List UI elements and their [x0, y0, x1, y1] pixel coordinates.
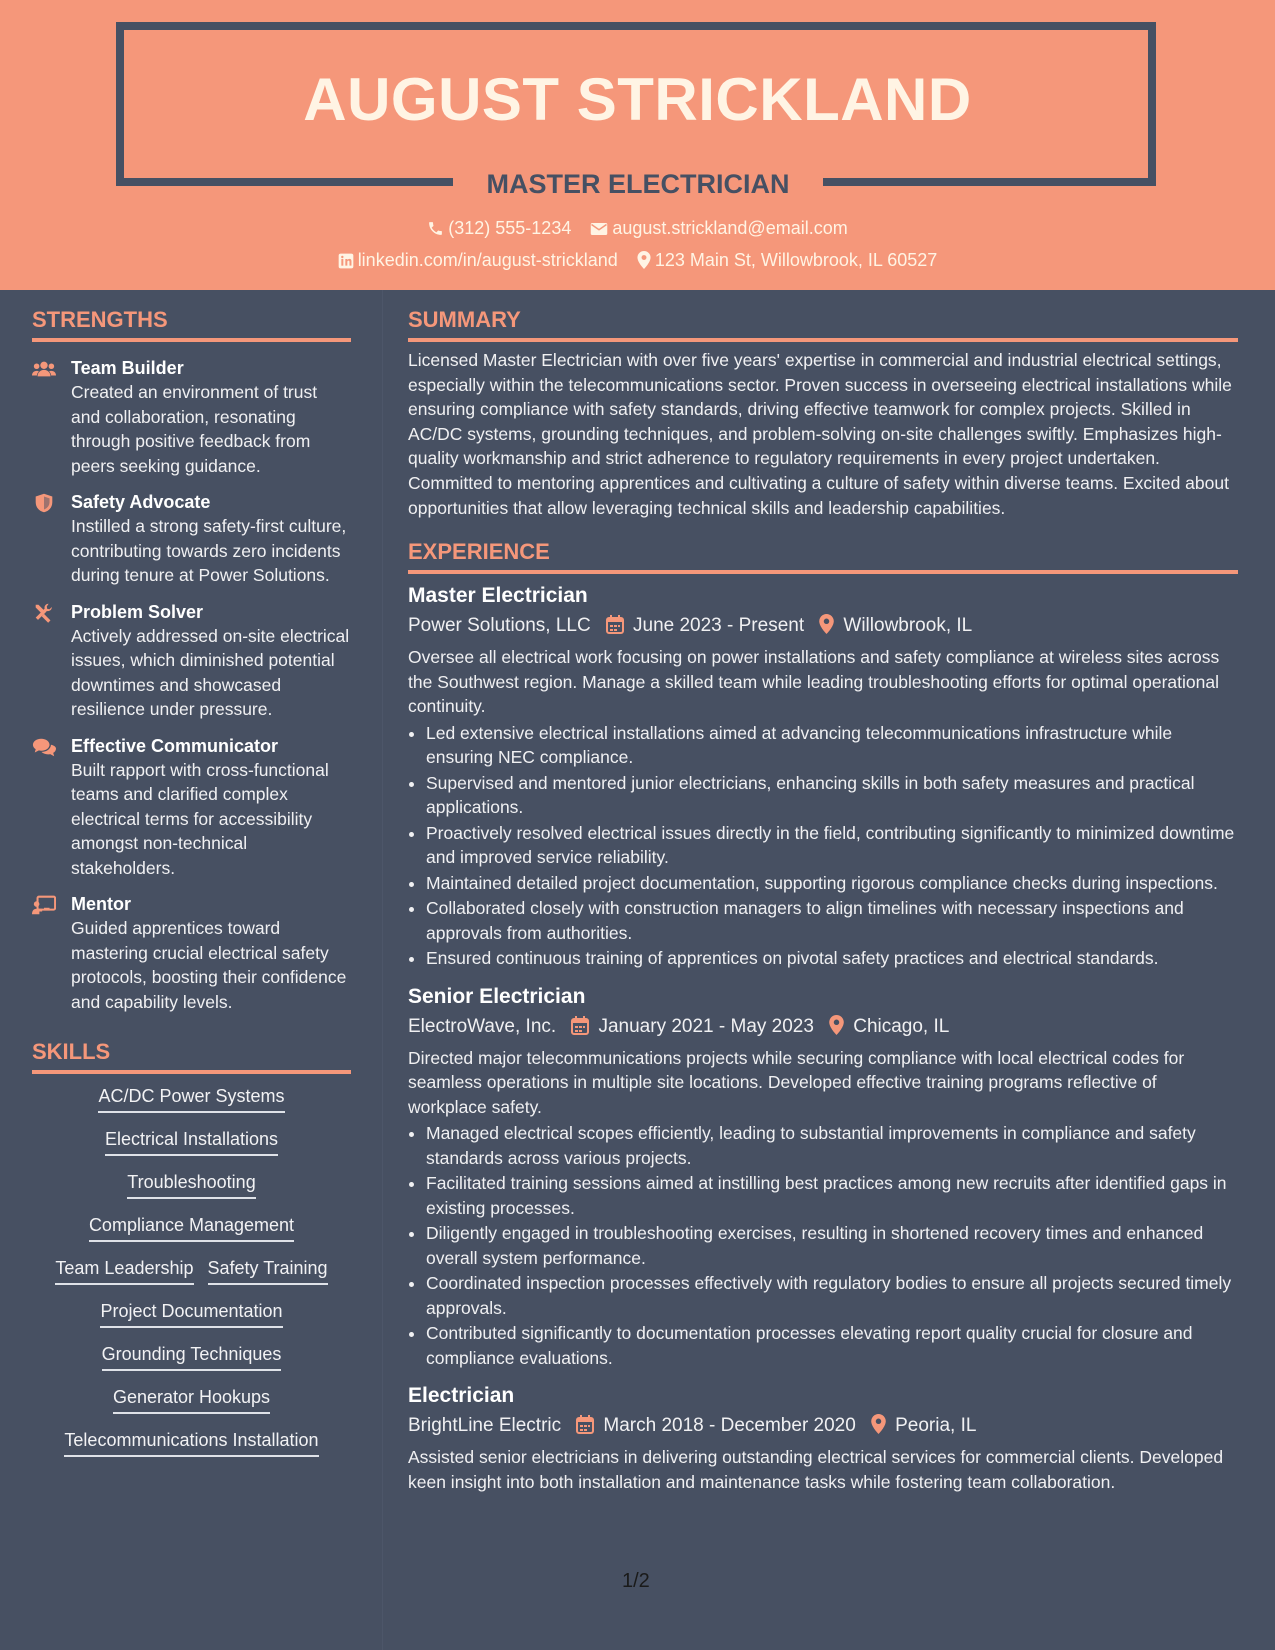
strength-title: Safety Advocate	[71, 492, 211, 512]
tools-icon	[32, 602, 56, 624]
strength-desc: Actively addressed on-site electrical issues, which diminished potential downtimes and showcased resilience under pressure.	[71, 625, 350, 719]
page-number: 1/2	[622, 1570, 650, 1592]
email-text: august.strickland@email.com	[612, 218, 848, 238]
strength-item	[32, 600, 351, 722]
linkedin-text: linkedin.com/in/august-strickland	[357, 250, 618, 270]
strength-title: Team Builder	[71, 358, 184, 378]
job-dates-wrap	[576, 1411, 855, 1441]
job-bullet: • Diligently engaged in troubleshooting exercises, resulting in shortened recovery times and enhanced overall system performance.	[426, 1221, 1238, 1270]
job-company: BrightLine Electric	[408, 1415, 562, 1437]
job-meta	[408, 1411, 1238, 1441]
linkedin-icon	[338, 253, 354, 269]
job-description: Assisted senior electricians in delivering outstanding electrical services for commercial clients. Developed keen insight into both installation and maintenance tasks while fostering team collaboration.	[408, 1447, 1224, 1492]
shield-icon	[32, 492, 56, 514]
address-text: 123 Main St, Willowbrook, IL 60527	[654, 250, 938, 270]
map-pin-icon	[871, 1414, 886, 1434]
envelope-icon	[590, 221, 608, 237]
job-bullet: • Ensured continuous training of apprentices on pivotal safety practices and electrical standards.	[426, 946, 1238, 971]
job-bullet: • Contributed significantly to documentation processes elevating report quality crucial for closure and compliance evaluations.	[426, 1321, 1238, 1370]
job-company: Power Solutions, LLC	[408, 615, 591, 637]
job-title-wrap	[453, 164, 823, 204]
job-meta	[408, 611, 1238, 641]
job-meta	[408, 1012, 1238, 1042]
map-pin-icon	[819, 614, 834, 634]
job-dates: January 2021 - May 2023	[598, 1015, 814, 1037]
contact-line-1	[0, 218, 1275, 239]
column-divider	[382, 290, 383, 1650]
strength-desc: Instilled a strong safety-first culture, contributing towards zero incidents during tenure at Power Solutions.	[71, 516, 347, 585]
phone-icon	[427, 220, 444, 237]
job-dates-wrap	[571, 1012, 813, 1042]
skill-tag: AC/DC Power Systems	[98, 1084, 284, 1113]
address-item	[637, 250, 937, 271]
right-column	[408, 290, 1238, 1494]
job-bullet: • Facilitated training sessions aimed at instilling best practices among new recruits after identified gaps in existing processes.	[426, 1171, 1238, 1220]
candidate-name: AUGUST STRICKLAND	[303, 66, 972, 133]
strength-item	[32, 356, 351, 478]
strength-title: Effective Communicator	[71, 735, 279, 756]
strength-desc: Created an environment of trust and collaboration, resonating through positive feedback from peers seeking guidance.	[71, 382, 318, 476]
job-dates-wrap	[606, 611, 804, 641]
job-bullet: • Proactively resolved electrical issues directly in the field, contributing significantly to minimized downtime and improved service reliability.	[426, 821, 1238, 870]
job-bullet: • Led extensive electrical installations aimed at advancing telecommunications infrastructure while ensuring NEC compliance.	[426, 721, 1238, 770]
phone-text: (312) 555-1234	[448, 218, 572, 238]
job-bullets	[408, 1121, 1238, 1370]
job-description: Oversee all electrical work focusing on power installations and safety compliance at wireless sites across the Southwest region. Manage a skilled team while leading troubleshooting efforts for optimal operational continuity.	[408, 647, 1220, 717]
strength-item	[32, 490, 351, 588]
job-entry	[408, 1382, 1238, 1494]
job-dates: June 2023 - Present	[633, 615, 805, 637]
job-entry	[408, 983, 1238, 1371]
skill-tag: Troubleshooting	[127, 1170, 255, 1199]
job-bullet: • Maintained detailed project documentation, supporting rigorous compliance checks during inspections.	[426, 871, 1238, 896]
job-bullet: • Managed electrical scopes efficiently, leading to substantial improvements in compliance and safety standards across various projects.	[426, 1121, 1238, 1170]
calendar-icon	[606, 615, 624, 634]
job-entry	[408, 582, 1238, 971]
strength-desc: Guided apprentices toward mastering crucial electrical safety protocols, boosting their confidence and capability levels.	[71, 918, 347, 1012]
users-icon	[32, 358, 56, 380]
candidate-title: MASTER ELECTRICIAN	[486, 169, 790, 199]
skill-tag: Compliance Management	[89, 1213, 294, 1242]
strength-desc: Built rapport with cross-functional teams and clarified complex electrical terms for accessibility amongst non-technical stakeholders.	[71, 759, 329, 878]
skill-tag: Grounding Techniques	[102, 1342, 282, 1371]
summary-heading: SUMMARY	[408, 306, 1238, 342]
job-location-wrap	[819, 611, 972, 641]
job-bullets	[408, 721, 1238, 971]
strength-item	[32, 734, 351, 881]
job-description: Directed major telecommunications projects while securing compliance with local electrical codes for seamless operations in multiple site locations. Developed effective training programs reflective of workplace safety.	[408, 1047, 1185, 1117]
job-title: Electrician	[408, 1384, 515, 1408]
strength-title: Mentor	[71, 894, 131, 914]
job-bullet: • Collaborated closely with construction managers to align timelines with necessary inspections and approvals from authorities.	[426, 896, 1238, 945]
job-location: Willowbrook, IL	[843, 615, 973, 637]
skill-tag: Telecommunications Installation	[64, 1428, 318, 1457]
calendar-icon	[571, 1016, 589, 1035]
skill-tag: Generator Hookups	[113, 1385, 270, 1414]
job-location: Peoria, IL	[895, 1415, 977, 1437]
job-bullet: • Coordinated inspection processes effectively with regulatory bodies to ensure all projects secured timely approvals.	[426, 1271, 1238, 1320]
job-location-wrap	[871, 1411, 976, 1441]
job-location-wrap	[829, 1012, 949, 1042]
skill-tag: Team Leadership	[55, 1256, 193, 1285]
comments-icon	[32, 736, 56, 758]
skill-tag: Safety Training	[208, 1256, 328, 1285]
job-title: Senior Electrician	[408, 984, 586, 1008]
strength-title: Problem Solver	[71, 601, 204, 622]
job-bullet: • Supervised and mentored junior electricians, enhancing skills in both safety measures and practical applications.	[426, 771, 1238, 820]
summary-text: Licensed Master Electrician with over five years' expertise in commercial and industrial electrical settings, especially within the telecommunications sector. Proven success in overseeing electrical installations while ensuring compliance with safety standards, driving effective teamwork for complex projects. Skilled in AC/DC systems, grounding techniques, and problem-solving on-site challenges swiftly. Emphasizes high-quality workmanship and strict adherence to regulatory requirements in every project undertaken. Committed to mentoring apprentices and cultivating a culture of safety within diverse teams. Excited about opportunities that allow leveraging technical skills and leadership capabilities.	[408, 350, 1232, 518]
phone-item[interactable]	[427, 218, 571, 239]
calendar-icon	[576, 1415, 594, 1434]
linkedin-item[interactable]	[338, 250, 618, 271]
email-item[interactable]	[590, 218, 847, 239]
skills-heading: SKILLS	[32, 1038, 351, 1074]
skill-tag: Electrical Installations	[105, 1127, 278, 1156]
strengths-heading: STRENGTHS	[32, 306, 351, 342]
job-dates: March 2018 - December 2020	[603, 1415, 856, 1437]
resume-header	[0, 0, 1275, 290]
strength-item	[32, 892, 351, 1014]
experience-heading: EXPERIENCE	[408, 538, 1238, 574]
teacher-icon	[32, 894, 56, 916]
map-pin-icon	[829, 1015, 844, 1035]
map-pin-icon	[637, 251, 651, 269]
contact-line-2	[0, 250, 1275, 271]
skills-list	[32, 1084, 351, 1457]
job-title: Master Electrician	[408, 584, 588, 608]
left-column	[32, 290, 351, 1471]
job-location: Chicago, IL	[853, 1015, 950, 1037]
job-company: ElectroWave, Inc.	[408, 1015, 557, 1037]
skill-tag: Project Documentation	[100, 1299, 282, 1328]
